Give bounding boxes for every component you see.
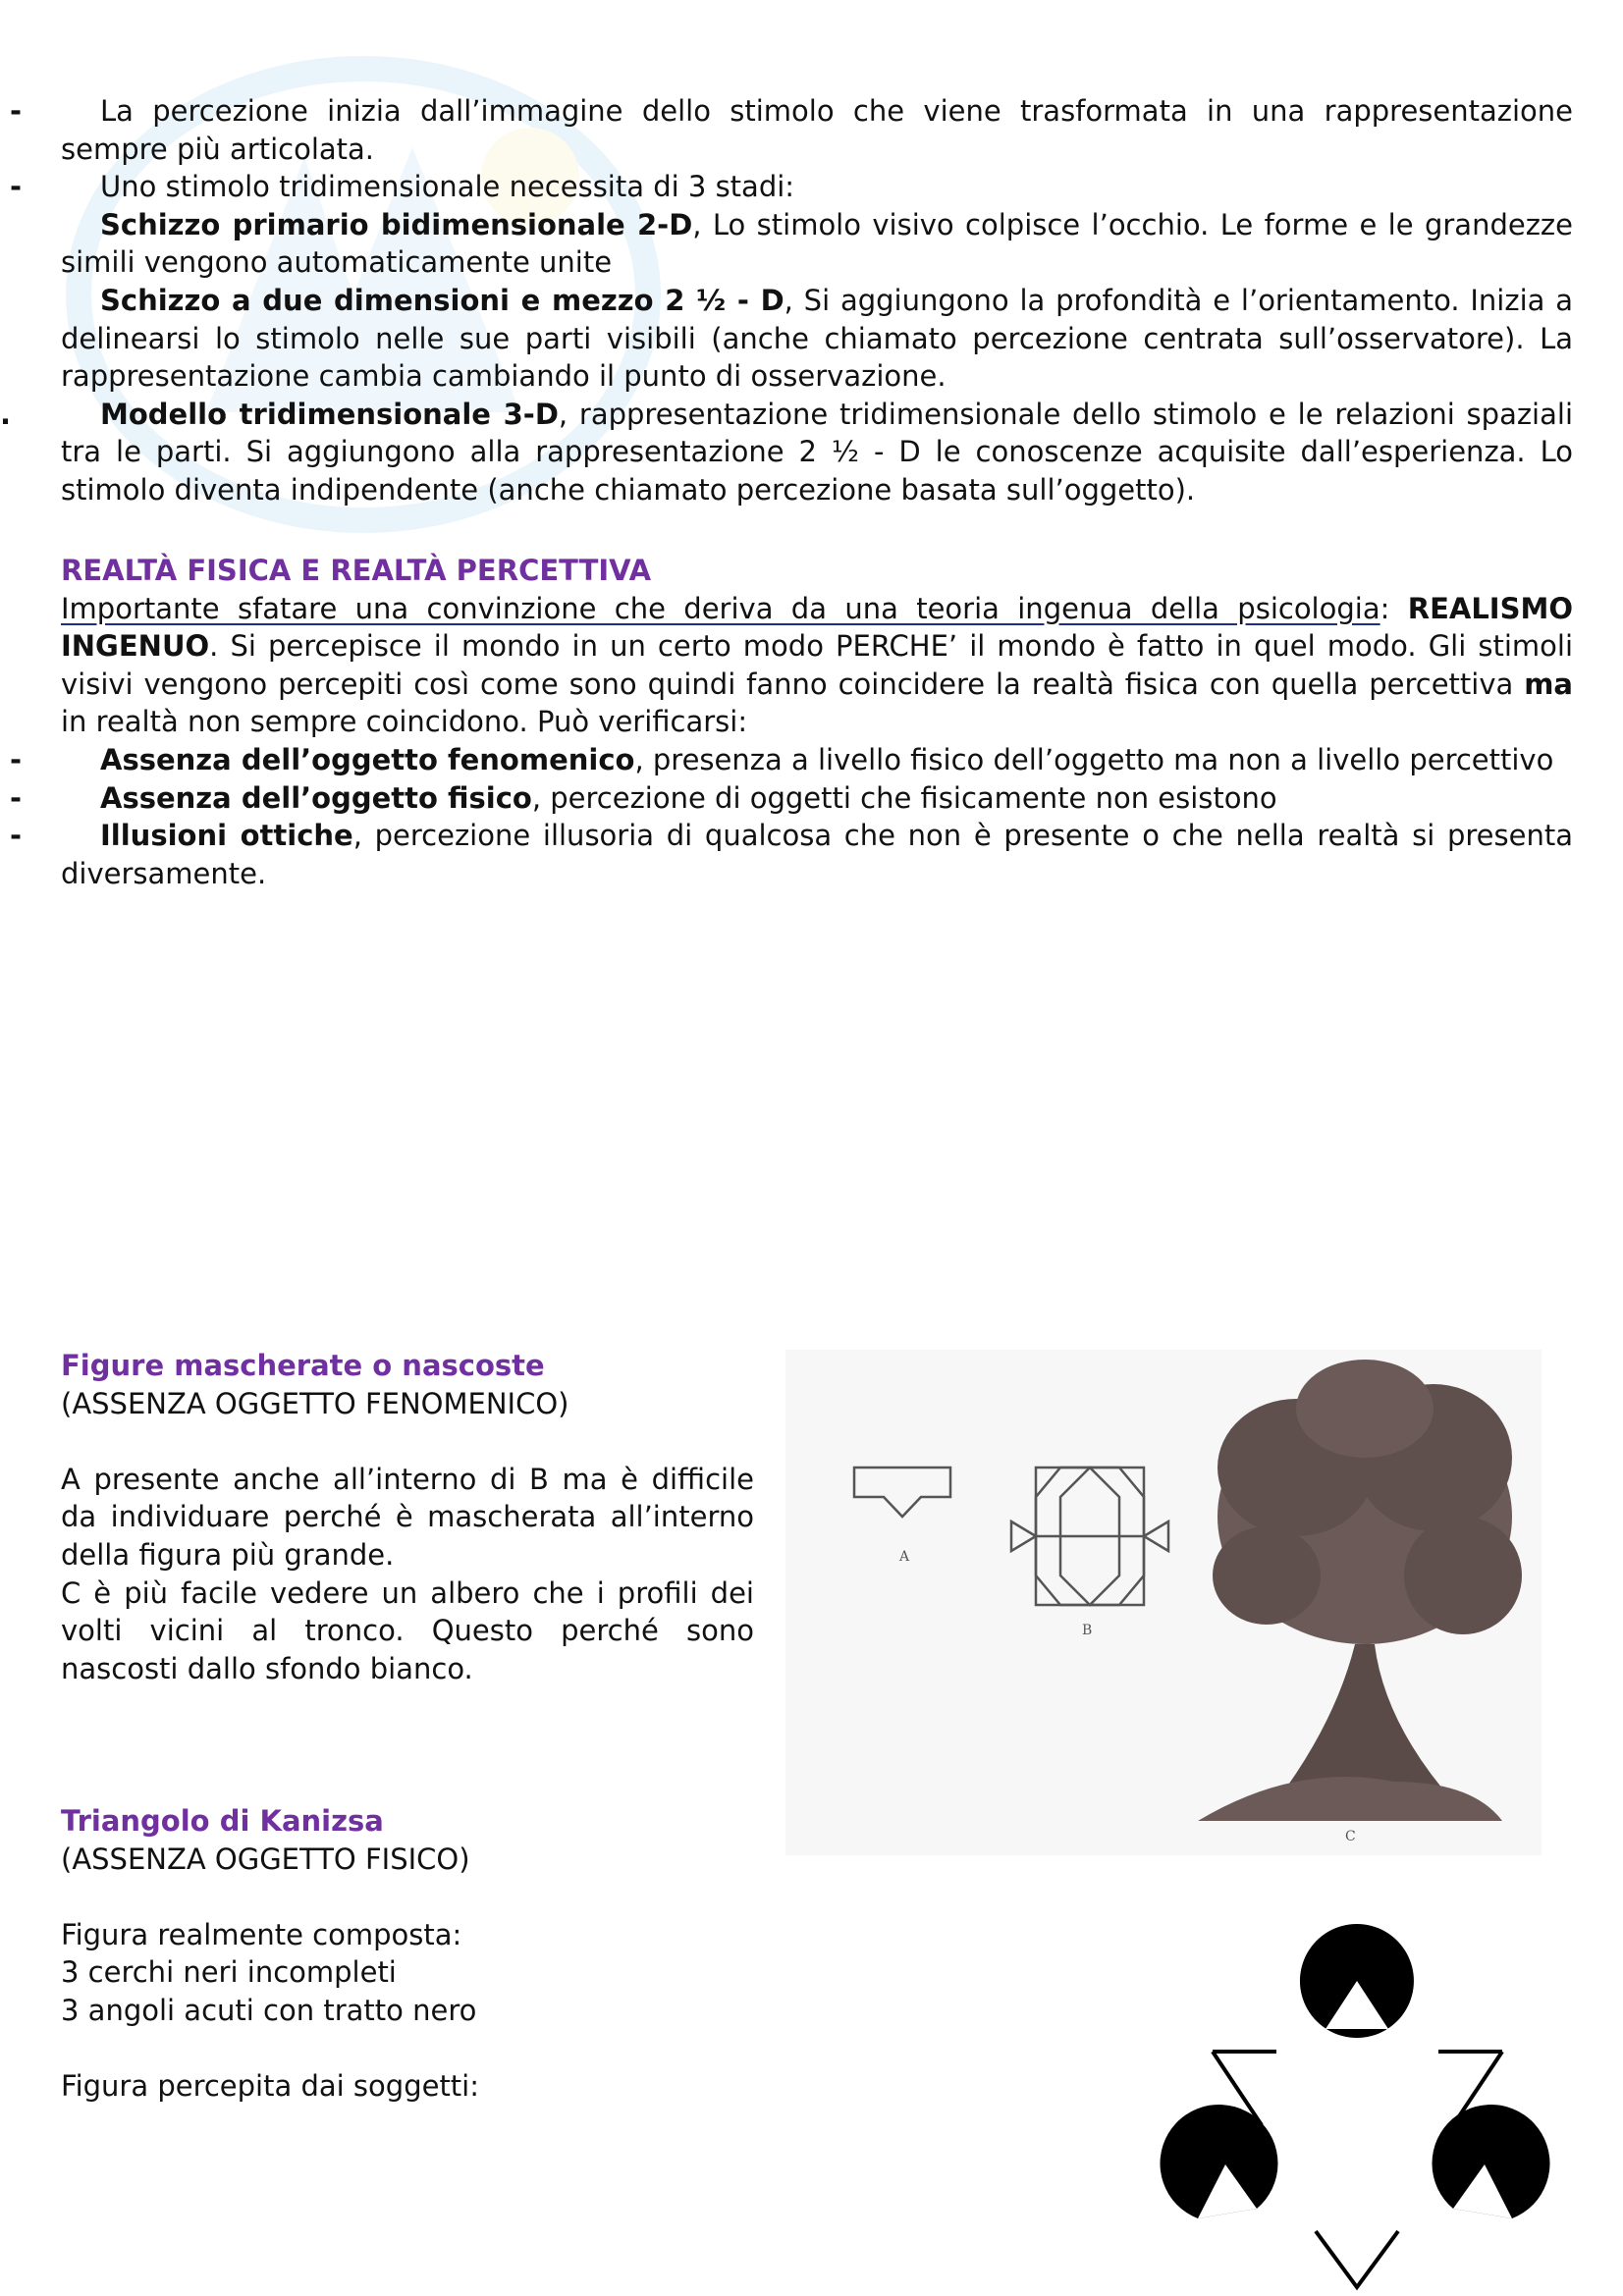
- ma-bold: ma: [1524, 667, 1573, 701]
- list-item: [10, 168, 1573, 206]
- perceived-label: Figura percepita dai soggetti:: [61, 2069, 480, 2104]
- realta-section: [10, 552, 1573, 892]
- composed-line-2: 3 angoli acuti con tratto nero: [61, 1993, 477, 2027]
- underlined-text: Importante sfatare una convinzione che deriva da una teoria ingenua della psicologia: [61, 591, 1380, 625]
- kanizsa-figure: [1139, 1919, 1581, 2292]
- masked-figures-section: [61, 1347, 754, 1687]
- kanizsa-subheading: (ASSENZA OGGETTO FISICO): [61, 1842, 470, 1876]
- list-item: [10, 779, 1573, 818]
- item-text: , presenza a livello fisico dell’oggetto ma non a livello percettivo: [634, 742, 1554, 776]
- kanizsa-section: [61, 1802, 754, 2106]
- list-item: [10, 92, 1573, 168]
- stage-3d-text: , rappresentazione tridimensionale dello stimolo e le relazioni spaziali tra le parti. Si aggiungono alla rappresentazione 2 ½ - D le conoscenze acquisite dall’esperienza. Lo stimolo diventa indipendente (anche chiamato percezione basata sull’oggetto).: [61, 397, 1574, 507]
- masked-p2: C è più facile vedere un albero che i profili dei volti vicini al tronco. Questo perché sono nascosti dallo sfondo bianco.: [61, 1575, 754, 1685]
- composed-label: Figura realmente composta:: [61, 1917, 462, 1951]
- stage-2d-title: Schizzo primario bidimensionale 2-D: [100, 207, 693, 241]
- list-item: [10, 741, 1573, 779]
- dot-bullet: .: [0, 397, 12, 431]
- stage-2d: [61, 206, 1573, 282]
- item-title: Assenza dell’oggetto fenomenico: [100, 742, 635, 776]
- label-a: A: [899, 1549, 910, 1565]
- dash-bullet: -: [10, 170, 23, 204]
- dash-bullet: -: [10, 742, 23, 776]
- realismo-ingenuo: REALISMO INGENUO: [61, 591, 1573, 664]
- item-title: Illusioni ottiche: [100, 819, 353, 853]
- stage-25d: [61, 282, 1573, 396]
- item-text: , percezione di oggetti che fisicamente non esistono: [531, 780, 1277, 815]
- masked-figures-image: [785, 1350, 1542, 1855]
- colon: :: [1380, 591, 1408, 625]
- masked-heading: Figure mascherate o nascoste: [61, 1349, 545, 1382]
- stage-3d-title: Modello tridimensionale 3-D: [100, 397, 559, 431]
- label-c: C: [1345, 1829, 1356, 1844]
- masked-p1: A presente anche all’interno di B ma è difficile da individuare perché è mascherata all’interno della figura più grande.: [61, 1462, 754, 1572]
- realta-text-1: . Si percepisce il mondo in un certo modo PERCHE’ il mondo è fatto in quel modo. Gli stimoli visivi vengono percepiti così come sono quindi fanno coincidere la realtà fisica con quella percettiva: [61, 629, 1573, 701]
- stage-25d-text: , Si aggiungono la profondità e l’orientamento. Inizia a delinearsi lo stimolo nelle sue parti visibili (anche chiamato percezione centrata sull’osservatore). La rappresentazione cambia cambiando il punto di osservazione.: [61, 283, 1573, 394]
- kanizsa-heading: Triangolo di Kanizsa: [61, 1804, 384, 1838]
- item-title: Assenza dell’oggetto fisico: [100, 780, 532, 815]
- dash-bullet: -: [10, 780, 23, 815]
- composed-line-1: 3 cerchi neri incompleti: [61, 1955, 397, 1990]
- realta-heading: REALTÀ FISICA E REALTÀ PERCETTIVA: [61, 554, 652, 587]
- item-text: , percezione illusoria di qualcosa che non è presente o che nella realtà si presenta diversamente.: [61, 819, 1573, 890]
- dash-bullet: -: [10, 819, 23, 853]
- realta-text-2: in realtà non sempre coincidono. Può verificarsi:: [61, 705, 748, 739]
- list-item: [0, 396, 1574, 509]
- three-stages-text: Uno stimolo tridimensionale necessita di 3 stadi:: [100, 170, 795, 204]
- dash-bullet: -: [10, 94, 23, 128]
- list-item: [10, 817, 1573, 892]
- label-b: B: [1082, 1623, 1093, 1638]
- stage-2d-text: , Lo stimolo visivo colpisce l’occhio. Le forme e le grandezze simili vengono automaticamente unite: [61, 207, 1573, 280]
- stages-section: [0, 92, 1574, 509]
- stage-25d-title: Schizzo a due dimensioni e mezzo 2 ½ - D: [100, 283, 784, 317]
- intro-text: La percezione inizia dall’immagine dello stimolo che viene trasformata in una rappresentazione sempre più articolata.: [61, 94, 1573, 166]
- angle-bottom: [1316, 2231, 1398, 2287]
- masked-subheading: (ASSENZA OGGETTO FENOMENICO): [61, 1386, 569, 1420]
- realta-paragraph: [61, 590, 1573, 741]
